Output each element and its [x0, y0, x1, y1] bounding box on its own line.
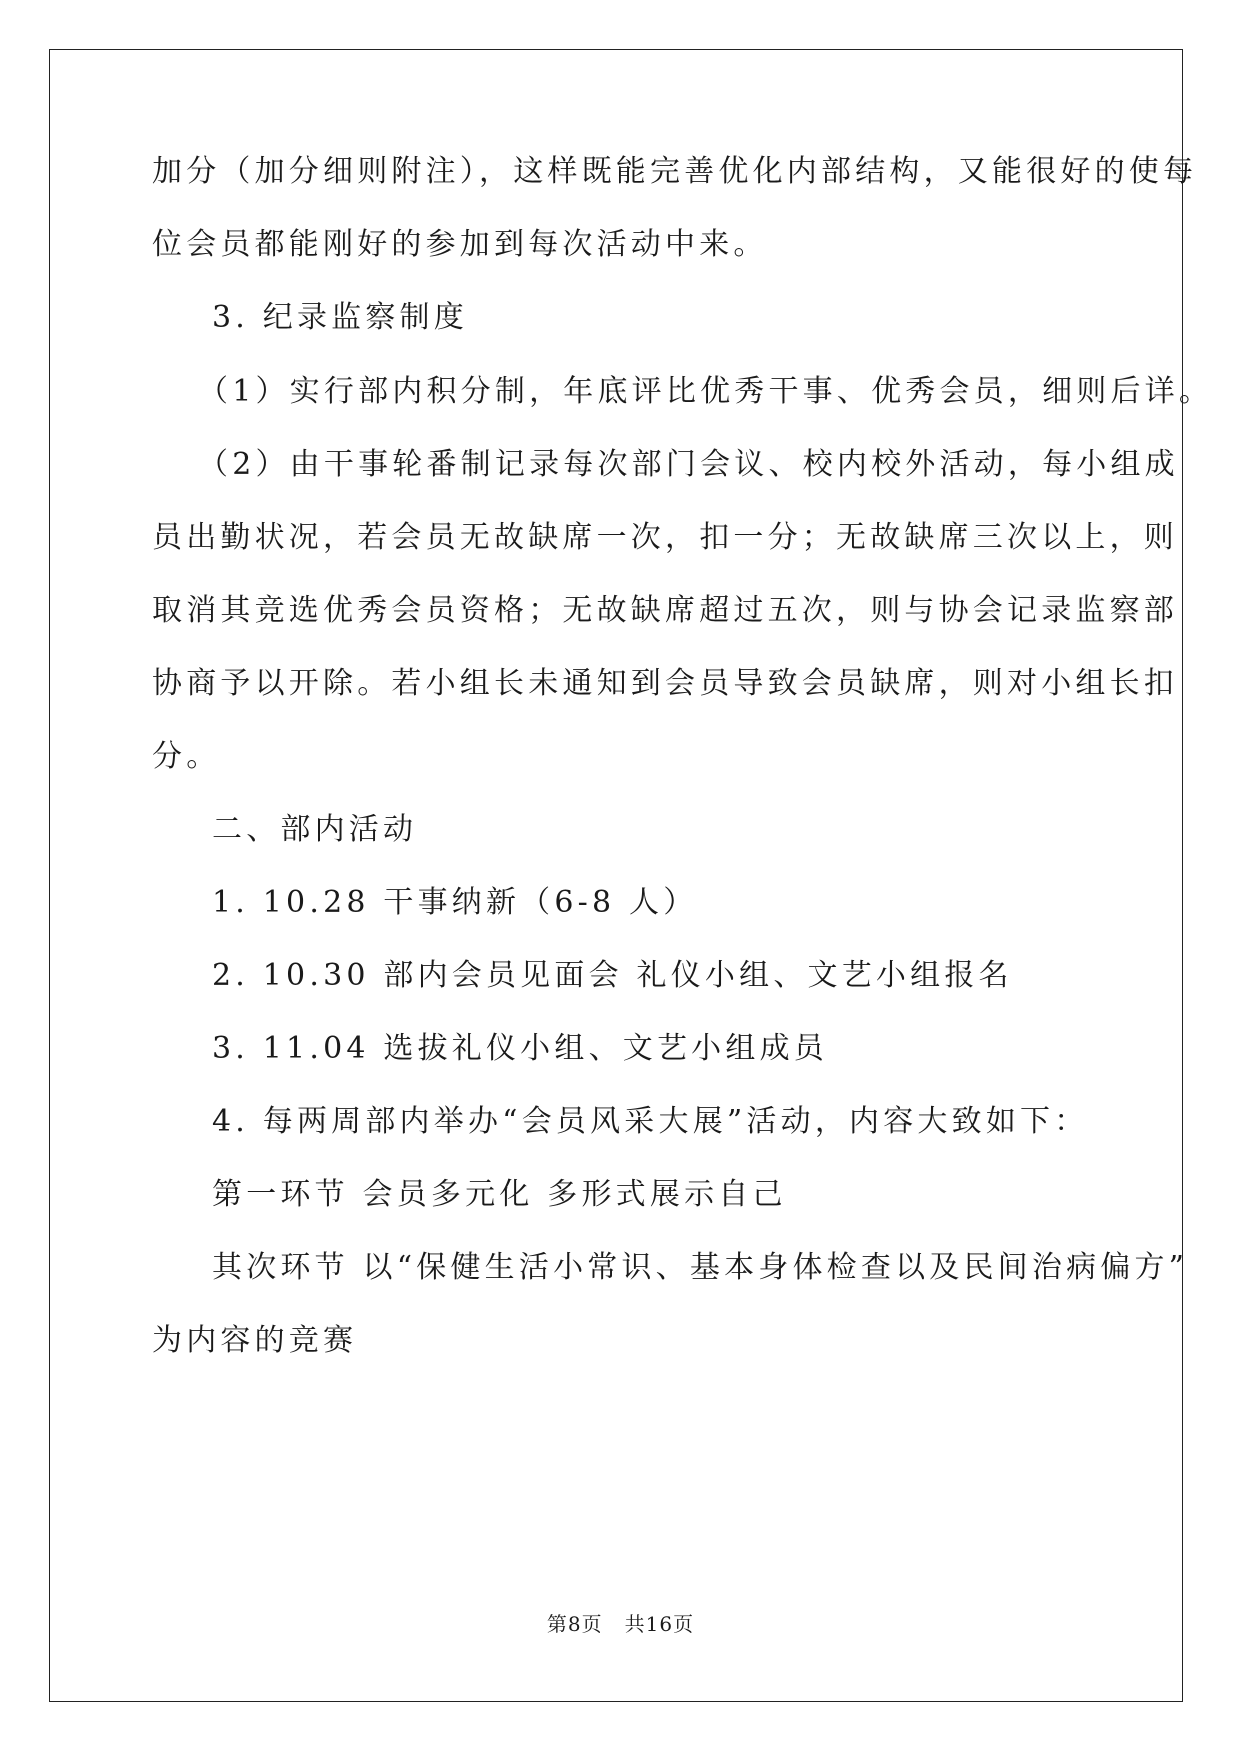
list-item: 3. 11.04 选拔礼仪小组、文艺小组成员 [212, 1031, 828, 1066]
body-line: 协商予以开除。若小组长未通知到会员导致会员缺席，则对小组长扣 [152, 666, 1178, 701]
page-border [49, 49, 1183, 1702]
body-line: （2）由干事轮番制记录每次部门会议、校内校外活动，每小组成 [198, 447, 1179, 482]
body-line: 员出勤状况，若会员无故缺席一次，扣一分；无故缺席三次以上，则 [152, 520, 1178, 555]
body-line: 其次环节 以“保健生活小常识、基本身体检查以及民间治病偏方” [212, 1250, 1189, 1285]
page-footer [0, 1612, 1241, 1636]
section-heading: 3. 纪录监察制度 [212, 300, 468, 335]
body-line: 分。 [152, 739, 221, 774]
body-line: 为内容的竞赛 [152, 1323, 358, 1358]
list-item: 2. 10.30 部内会员见面会 礼仪小组、文艺小组报名 [212, 958, 1013, 993]
page-total: 共16页 [624, 1612, 695, 1636]
body-line: 加分（加分细则附注），这样既能完善优化内部结构，又能很好的使每 [152, 154, 1198, 189]
body-line: 位会员都能刚好的参加到每次活动中来。 [152, 227, 768, 262]
section-heading: 二、部内活动 [212, 812, 418, 847]
list-item: 1. 10.28 干事纳新（6-8 人） [212, 885, 698, 920]
body-line: 第一环节 会员多元化 多形式展示自己 [212, 1177, 787, 1212]
body-line: 取消其竞选优秀会员资格；无故缺席超过五次，则与协会记录监察部 [152, 593, 1178, 628]
page-number: 第8页 [546, 1612, 603, 1636]
body-line: （1）实行部内积分制，年底评比优秀干事、优秀会员，细则后详。 [198, 374, 1214, 409]
list-item: 4. 每两周部内举办“会员风采大展”活动，内容大致如下： [212, 1104, 1089, 1139]
